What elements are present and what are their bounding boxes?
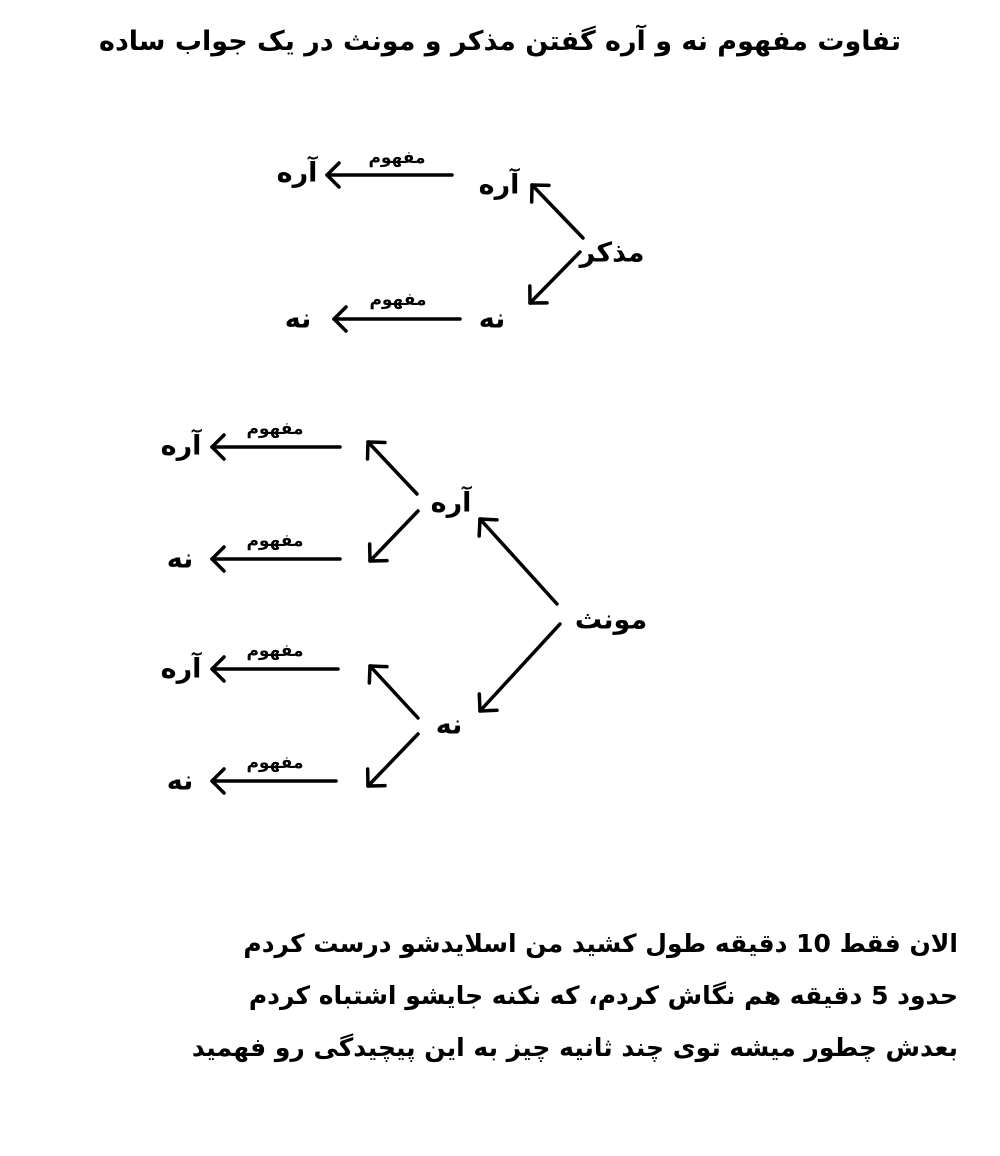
notes-block	[192, 918, 958, 1074]
node-f-are-are: آره	[160, 430, 202, 462]
arrow-8	[370, 511, 418, 561]
node-moannas: مونث	[574, 604, 648, 636]
edge-label-11: مفهوم	[246, 419, 304, 439]
page-title: تفاوت مفهوم نه و آره گفتن مذکر و مونث در یک جواب ساده	[99, 26, 901, 57]
edge-label-3: مفهوم	[368, 148, 426, 168]
arrow-7	[367, 442, 417, 494]
arrow-2	[530, 252, 580, 303]
edge-label-4: مفهوم	[369, 290, 427, 310]
arrow-10	[368, 734, 418, 786]
node-m-na: نه	[478, 303, 506, 335]
edge-label-12: مفهوم	[246, 531, 304, 551]
node-f-na-na: نه	[166, 765, 194, 797]
node-m-are-result: آره	[276, 157, 318, 189]
note-line-2: حدود 5 دقیقه هم نگاش کردم، که نکنه جایشو اشتباه کردم	[248, 981, 958, 1010]
node-f-are-na: نه	[166, 543, 194, 575]
node-f-na-are: آره	[160, 653, 202, 685]
arrow-6	[479, 624, 560, 711]
arrow-5	[479, 519, 557, 604]
note-line-3: بعدش چطور میشه توی چند ثانیه چیز به این پیچیدگی رو فهمید	[191, 1033, 958, 1062]
node-mozakkar: مذکر	[579, 237, 645, 269]
node-f-are: آره	[430, 487, 472, 519]
arrow-1	[532, 185, 583, 238]
node-f-na: نه	[435, 709, 463, 741]
arrow-9	[369, 666, 418, 718]
node-m-na-result: نه	[284, 303, 312, 335]
edge-label-13: مفهوم	[246, 641, 304, 661]
arrow-4	[334, 307, 460, 331]
edge-label-14: مفهوم	[246, 753, 304, 773]
node-m-are: آره	[478, 169, 520, 201]
note-line-1: الان فقط 10 دقیقه طول کشید من اسلایدشو درست کردم	[243, 929, 958, 958]
